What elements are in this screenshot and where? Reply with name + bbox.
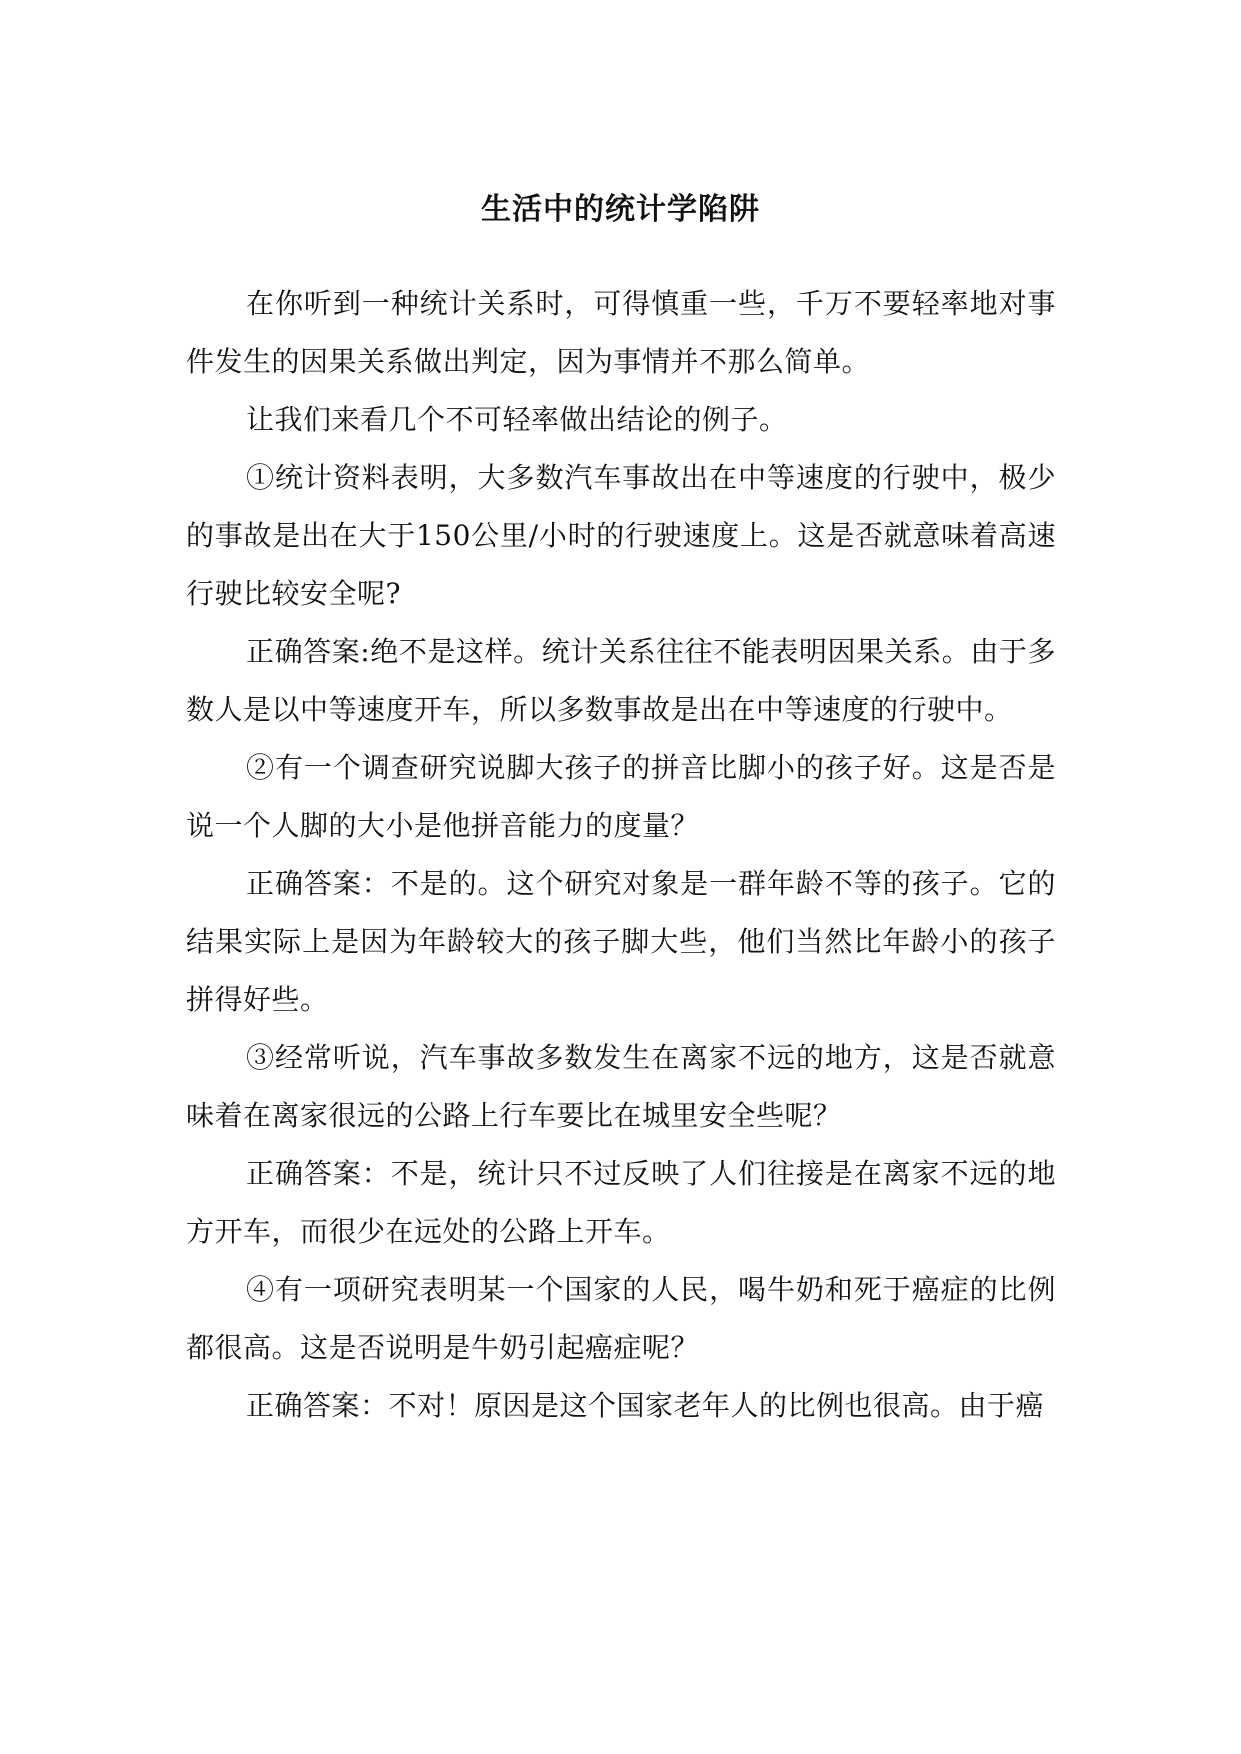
paragraph-question-2: ②有一个调查研究说脚大孩子的拼音比脚小的孩子好。这是否是说一个人脚的大小是他拼音能力的度量？ bbox=[186, 751, 1056, 842]
paragraph-question-1: ①统计资料表明，大多数汽车事故出在中等速度的行驶中，极少的事故是出在大于150公里/小时的行驶速度上。这是否就意味着高速行驶比较安全呢? bbox=[186, 461, 1056, 610]
paragraph-answer-1: 正确答案:绝不是这样。统计关系往往不能表明因果关系。由于多数人是以中等速度开车，所以多数事故是出在中等速度的行驶中。 bbox=[186, 635, 1056, 726]
paragraph-question-3: ③经常听说，汽车事故多数发生在离家不远的地方，这是否就意味着在离家很远的公路上行车要比在城里安全些呢？ bbox=[186, 1041, 1056, 1132]
paragraph-answer-3: 正确答案：不是，统计只不过反映了人们往接是在离家不远的地方开车，而很少在远处的公路上开车。 bbox=[186, 1157, 1056, 1248]
paragraph-answer-2: 正确答案：不是的。这个研究对象是一群年龄不等的孩子。它的结果实际上是因为年龄较大的孩子脚大些，他们当然比年龄小的孩子拼得好些。 bbox=[186, 867, 1056, 1016]
document-title: 生活中的统计学陷阱 bbox=[481, 192, 760, 227]
document-body bbox=[186, 275, 1056, 1435]
paragraph-examples-lead: 让我们来看几个不可轻率做出结论的例子。 bbox=[246, 403, 788, 436]
paragraph-intro: 在你听到一种统计关系时，可得慎重一些，千万不要轻率地对事件发生的因果关系做出判定，因为事情并不那么简单。 bbox=[186, 287, 1056, 378]
paragraph-question-4: ④有一项研究表明某一个国家的人民，喝牛奶和死于癌症的比例都很高。这是否说明是牛奶引起癌症呢？ bbox=[186, 1273, 1056, 1364]
paragraph-answer-4: 正确答案：不对！原因是这个国家老年人的比例也很高。由于癌 bbox=[246, 1389, 1045, 1422]
